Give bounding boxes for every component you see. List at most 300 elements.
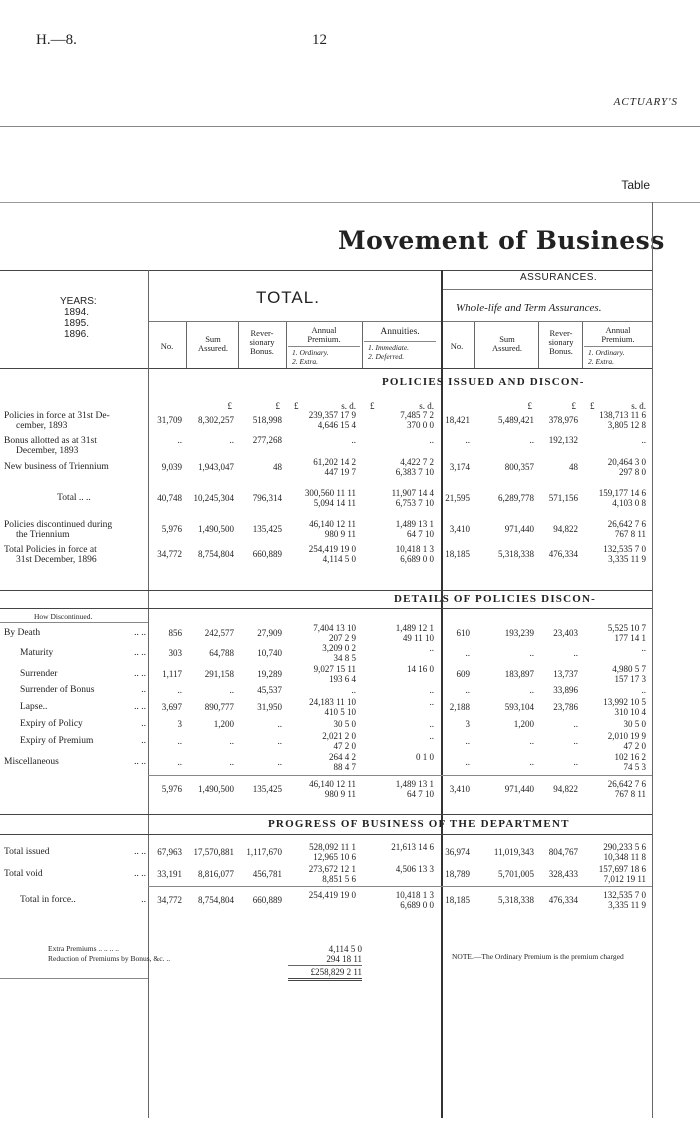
issued-row-1-ann-1: .. <box>429 435 434 445</box>
ann-sub-deferred: 2. Deferred. <box>368 352 405 361</box>
unit-pound-a-rev: £ <box>571 401 576 411</box>
page-title: Movement of Business <box>338 226 665 255</box>
details-row-3-a-no: .. <box>465 685 470 695</box>
vrule-label <box>148 270 149 1118</box>
issued-row-5-a-sum: 5,318,338 <box>498 549 534 559</box>
details-row-5-prem-1: 30 5 0 <box>333 719 356 729</box>
details-row-0-ann-2: 49 11 10 <box>402 633 434 643</box>
issued-row-3-a-sum: 6,289,778 <box>498 493 534 503</box>
progress-dots-0: .. .. <box>134 847 146 857</box>
progress-dots-1: .. .. <box>134 869 146 879</box>
details-row-2-rev: 19,289 <box>257 669 282 679</box>
details-row-2-prem-1: 9,027 15 11 <box>313 664 356 674</box>
unit-sd-prem: s. d. <box>341 401 356 411</box>
extra-premiums-label: Extra Premiums .. .. .. .. <box>48 944 120 953</box>
progress-row-2-prem-1: 254,419 19 0 <box>308 890 356 900</box>
vrule-a-rev <box>582 322 583 368</box>
section-details: DETAILS OF POLICIES DISCON- <box>394 593 597 605</box>
details-row-0-a-rev: 23,403 <box>553 628 578 638</box>
issued-row-4-a-sum: 971,440 <box>504 524 534 534</box>
details-row-2-a-prem-1: 4,980 5 7 <box>612 664 646 674</box>
details-row-0-ann-1: 1,489 12 1 <box>395 623 434 633</box>
issued-row-0-ann-2: 370 0 0 <box>407 420 434 430</box>
details-row-5-rev: .. <box>277 719 282 729</box>
issued-row-5-ann-2: 6,689 0 0 <box>400 554 434 564</box>
details-row-6-no: .. <box>177 736 182 746</box>
col-prem-line2: Premium. <box>307 334 341 344</box>
issued-row-5-a-prem-2: 3,335 11 9 <box>608 554 646 564</box>
year-1896: 1896. <box>64 329 90 340</box>
details-total-rev: 135,425 <box>252 784 282 794</box>
details-row-4-a-no: 2,188 <box>449 702 470 712</box>
details-label-6: Expiry of Premium <box>20 736 94 746</box>
progress-row-2-a-sum: 5,318,338 <box>498 895 534 905</box>
left-header: H.—8. <box>36 32 77 48</box>
issued-row-4-prem-2: 980 9 11 <box>324 529 356 539</box>
vrule-sum <box>238 322 239 368</box>
progress-top-rule <box>0 834 652 835</box>
progress-row-2-a-no: 18,185 <box>445 895 470 905</box>
details-row-6-rev: .. <box>277 736 282 746</box>
issued-row-2-a-no: 3,174 <box>449 462 470 472</box>
details-row-3-a-rev: 33,896 <box>553 685 578 695</box>
issued-row-5-a-no: 18,185 <box>445 549 470 559</box>
details-row-3-no: .. <box>177 685 182 695</box>
vrule-right <box>652 202 653 1118</box>
details-total-ann-2: 64 7 10 <box>407 789 434 799</box>
progress-row-2-sum: 8,754,804 <box>198 895 234 905</box>
details-total-a-no: 3,410 <box>449 784 470 794</box>
details-row-7-no: .. <box>177 757 182 767</box>
year-1895: 1895. <box>64 318 90 329</box>
details-row-4-rev: 31,950 <box>257 702 282 712</box>
unit-pound-ann: £ <box>370 401 375 411</box>
issued-row-5-prem-1: 254,419 19 0 <box>308 544 356 554</box>
col-rev-line3: Bonus. <box>250 346 274 356</box>
details-row-2-ann-1: 14 16 0 <box>407 664 434 674</box>
issued-row-4-no: 5,976 <box>161 524 182 534</box>
details-row-1-prem-1: 3,209 0 2 <box>322 643 356 653</box>
progress-row-0-a-no: 36,974 <box>445 847 470 857</box>
grand-total-double-rule <box>288 978 362 981</box>
col-ann-title: Annuities. <box>380 327 420 337</box>
col-rev-line1: Rever- <box>250 328 274 338</box>
details-total-prem-2: 980 9 11 <box>324 789 356 799</box>
issued-row-2-ann-2: 6,383 7 10 <box>395 467 434 477</box>
issued-row-4-a-no: 3,410 <box>449 524 470 534</box>
prem-sub-extra: 2. Extra. <box>292 357 319 366</box>
details-total-sum: 1,490,500 <box>198 784 234 794</box>
a-col-annual-premium <box>584 326 652 366</box>
issued-row-0-a-sum: 5,489,421 <box>498 415 534 425</box>
details-row-2-a-prem-2: 157 17 3 <box>614 674 646 684</box>
progress-row-0-sum: 17,570,881 <box>193 847 234 857</box>
details-row-6-prem-1: 2,021 2 0 <box>322 731 356 741</box>
issued-row-0-prem-2: 4,646 15 4 <box>317 420 356 430</box>
issued-label-1-line2: December, 1893 <box>16 446 79 456</box>
progress-row-2-a-prem-1: 132,535 7 0 <box>603 890 646 900</box>
details-row-6-a-sum: .. <box>529 736 534 746</box>
subhead-rule <box>148 321 652 322</box>
details-total-no: 5,976 <box>161 784 182 794</box>
col-sum-assured <box>188 335 238 353</box>
years-heading <box>60 296 97 340</box>
details-row-6-prem-2: 47 2 0 <box>333 741 356 751</box>
col-prem-line1: Annual <box>311 325 337 335</box>
details-row-0-no: 856 <box>168 628 182 638</box>
issued-row-2-a-prem-2: 297 8 0 <box>619 467 646 477</box>
details-row-2-a-sum: 183,897 <box>504 669 534 679</box>
details-row-4-a-prem-2: 310 10 4 <box>614 707 646 717</box>
issued-label-0-line2: cember, 1893 <box>16 421 68 431</box>
issued-row-3-no: 40,748 <box>157 493 182 503</box>
details-row-5-a-sum: 1,200 <box>513 719 534 729</box>
issued-row-5-ann-1: 10,418 1 3 <box>395 544 434 554</box>
assurances-rule <box>442 289 652 290</box>
progress-row-2-ann-1: 10,418 1 3 <box>395 890 434 900</box>
vrule-prem <box>362 322 363 368</box>
a-col-prem-line2: Premium. <box>601 334 635 344</box>
details-subhead: How Discontinued. <box>34 612 93 621</box>
details-row-1-no: 303 <box>168 648 182 658</box>
footer-rule-left <box>0 978 148 979</box>
a-col-reversionary <box>540 329 582 356</box>
col-ann-sub <box>364 341 436 361</box>
progress-row-2-no: 34,772 <box>157 895 182 905</box>
issued-row-3-a-prem-1: 159,177 14 6 <box>598 488 646 498</box>
issued-row-0-sum: 8,302,257 <box>198 415 234 425</box>
details-row-6-a-no: .. <box>465 736 470 746</box>
header-bottom-rule <box>0 368 652 369</box>
issued-row-5-a-prem-1: 132,535 7 0 <box>603 544 646 554</box>
details-total-a-rev: 94,822 <box>553 784 578 794</box>
issued-row-2-rev: 48 <box>273 462 282 472</box>
issued-row-5-prem-2: 4,114 5 0 <box>322 554 356 564</box>
details-label-2: Surrender <box>20 669 58 679</box>
issued-row-0-a-rev: 378,976 <box>548 415 578 425</box>
issued-label-2: New business of Triennium <box>4 462 109 472</box>
progress-row-1-sum: 8,816,077 <box>198 869 234 879</box>
vrule-a-no <box>474 322 475 368</box>
details-row-7-prem-2: 88 4 7 <box>333 762 356 772</box>
issued-row-2-prem-1: 61,202 14 2 <box>313 457 356 467</box>
details-row-4-prem-1: 24,183 11 10 <box>309 697 356 707</box>
issued-row-0-a-no: 18,421 <box>445 415 470 425</box>
details-dots-0: .. .. <box>134 628 146 638</box>
footnote: NOTE.—The Ordinary Premium is the premium charged <box>452 952 624 961</box>
issued-row-3-a-prem-2: 4,103 0 8 <box>612 498 646 508</box>
issued-row-5-no: 34,772 <box>157 549 182 559</box>
details-row-7-a-rev: .. <box>573 757 578 767</box>
section-issued: POLICIES ISSUED AND DISCON- <box>382 376 585 388</box>
details-total-prem-1: 46,140 12 11 <box>309 779 356 789</box>
issued-row-1-a-rev: 192,132 <box>548 435 578 445</box>
vrule-no <box>186 322 187 368</box>
details-row-7-rev: .. <box>277 757 282 767</box>
progress-dots-2: .. <box>141 895 146 905</box>
progress-row-0-a-prem-2: 10,348 11 8 <box>603 852 646 862</box>
details-row-4-a-prem-1: 13,992 10 5 <box>603 697 646 707</box>
details-row-7-sum: .. <box>229 757 234 767</box>
issued-row-3-a-no: 21,595 <box>445 493 470 503</box>
details-row-5-a-prem-1: 30 5 0 <box>623 719 646 729</box>
unit-pound-sum: £ <box>227 401 232 411</box>
a-col-sum-assured <box>476 335 538 353</box>
issued-row-4-a-prem-2: 767 8 11 <box>614 529 646 539</box>
progress-row-1-a-rev: 328,433 <box>548 869 578 879</box>
details-row-3-a-prem-1: .. <box>641 685 646 695</box>
details-row-0-prem-2: 207 2 9 <box>329 633 356 643</box>
progress-row-0-prem-2: 12,965 10 6 <box>313 852 356 862</box>
details-bottom-rule <box>0 814 652 815</box>
a-col-rev-line3: Bonus. <box>549 346 573 356</box>
details-row-6-sum: .. <box>229 736 234 746</box>
issued-row-1-sum: .. <box>229 435 234 445</box>
a-col-prem-line1: Annual <box>605 325 631 335</box>
col-sum-line2: Assured. <box>198 343 228 353</box>
a-col-rev-line2: sionary <box>548 337 574 347</box>
details-row-4-prem-2: 410 5 10 <box>324 707 356 717</box>
unit-pound-a-sum: £ <box>527 401 532 411</box>
details-row-5-a-rev: .. <box>573 719 578 729</box>
details-row-5-no: 3 <box>177 719 182 729</box>
a-col-no: No. <box>450 341 464 351</box>
issued-label-5: Total Policies in force at <box>4 545 97 555</box>
details-row-3-sum: .. <box>229 685 234 695</box>
issued-row-2-ann-1: 4,422 7 2 <box>400 457 434 467</box>
extra-premiums-value: 4,114 5 0 <box>328 944 362 954</box>
a-col-sum-line2: Assured. <box>492 343 522 353</box>
year-1894: 1894. <box>64 307 90 318</box>
details-row-1-ann-1: .. <box>429 643 434 653</box>
details-row-7-prem-1: 264 4 2 <box>329 752 356 762</box>
col-prem-sub <box>288 346 360 366</box>
progress-row-2-rev: 660,889 <box>252 895 282 905</box>
details-label-0: By Death <box>4 628 41 638</box>
issued-row-3-sum: 10,245,304 <box>193 493 234 503</box>
issued-row-0-a-prem-1: 138,713 11 6 <box>599 410 646 420</box>
assurances-heading: ASSURANCES. <box>520 272 598 283</box>
details-dots-4: .. .. <box>134 702 146 712</box>
issued-row-4-sum: 1,490,500 <box>198 524 234 534</box>
issued-row-4-ann-1: 1,489 13 1 <box>395 519 434 529</box>
issued-row-3-ann-1: 11,907 14 4 <box>391 488 434 498</box>
unit-sd-a-prem: s. d. <box>631 401 646 411</box>
details-total-a-prem-2: 767 8 11 <box>614 789 646 799</box>
details-row-1-a-no: .. <box>465 648 470 658</box>
reduction-label: Reduction of Premiums by Bonus, &c. .. <box>48 954 171 963</box>
issued-row-2-a-prem-1: 20,464 3 0 <box>607 457 646 467</box>
details-row-7-a-prem-2: 74 5 3 <box>623 762 646 772</box>
grand-total-rule <box>288 965 362 966</box>
unit-pound-rev: £ <box>275 401 280 411</box>
issued-row-4-rev: 135,425 <box>252 524 282 534</box>
details-row-2-prem-2: 193 6 4 <box>329 674 356 684</box>
details-row-4-a-rev: 23,786 <box>553 702 578 712</box>
details-row-0-a-prem-1: 5,525 10 7 <box>607 623 646 633</box>
details-row-6-a-rev: .. <box>573 736 578 746</box>
progress-row-0-ann-1: 21,613 14 6 <box>391 842 434 852</box>
issued-label-3: Total .. .. <box>57 493 91 503</box>
details-row-7-a-prem-1: 102 16 2 <box>614 752 646 762</box>
details-label-3: Surrender of Bonus <box>20 685 95 695</box>
col-no: No. <box>160 341 174 351</box>
ann-sub-immediate: 1. Immediate. <box>368 343 410 352</box>
col-rev-line2: sionary <box>249 337 275 347</box>
reduction-value: 294 18 11 <box>326 954 362 964</box>
details-dots-5: .. <box>141 719 146 729</box>
col-sum-line1: Sum <box>205 334 221 344</box>
details-dots-1: .. .. <box>134 648 146 658</box>
progress-label-0: Total issued <box>4 847 50 857</box>
issued-row-3-rev: 796,314 <box>252 493 282 503</box>
issued-bottom-rule <box>0 590 652 591</box>
grand-total: £258,829 2 11 <box>310 967 362 977</box>
progress-total-rule <box>148 886 652 887</box>
issued-row-1-a-sum: .. <box>529 435 534 445</box>
details-total-a-prem-1: 26,642 7 6 <box>607 779 646 789</box>
issued-row-2-a-rev: 48 <box>569 462 578 472</box>
issued-label-5-line2: 31st December, 1896 <box>16 555 97 565</box>
details-dots-3: .. <box>141 685 146 695</box>
issued-row-3-prem-1: 300,560 11 11 <box>304 488 356 498</box>
details-total-ann-1: 1,489 13 1 <box>395 779 434 789</box>
top-rule <box>0 202 700 203</box>
details-row-2-sum: 291,158 <box>204 669 234 679</box>
details-row-6-ann-1: .. <box>429 731 434 741</box>
progress-label-1: Total void <box>4 869 43 879</box>
issued-row-2-sum: 1,943,047 <box>198 462 234 472</box>
issued-row-1-a-prem-1: .. <box>641 435 646 445</box>
issued-label-4: Policies discontinued during <box>4 520 113 530</box>
details-row-0-a-no: 610 <box>456 628 470 638</box>
issued-row-0-ann-1: 7,485 7 2 <box>400 410 434 420</box>
issued-row-1-a-no: .. <box>465 435 470 445</box>
a-col-rev-line1: Rever- <box>549 328 573 338</box>
details-total-a-sum: 971,440 <box>504 784 534 794</box>
details-row-3-prem-1: .. <box>351 685 356 695</box>
details-row-4-a-sum: 593,104 <box>504 702 534 712</box>
details-row-0-prem-1: 7,404 13 10 <box>313 623 356 633</box>
details-label-1: Maturity <box>20 648 54 658</box>
details-row-7-a-no: .. <box>465 757 470 767</box>
progress-row-1-prem-2: 8,851 5 6 <box>322 874 356 884</box>
progress-row-0-no: 67,963 <box>157 847 182 857</box>
details-row-0-a-prem-2: 177 14 1 <box>614 633 646 643</box>
details-label-7: Miscellaneous <box>4 757 59 767</box>
unit-pound-a-prem: £ <box>590 401 595 411</box>
details-row-6-a-prem-1: 2,010 19 9 <box>607 731 646 741</box>
details-row-0-a-sum: 193,239 <box>504 628 534 638</box>
a-col-sum-line1: Sum <box>499 334 515 344</box>
issued-row-4-prem-1: 46,140 12 11 <box>309 519 356 529</box>
details-row-7-ann-1: 0 1 0 <box>416 752 434 762</box>
issued-label-0: Policies in force at 31st De- <box>4 411 110 421</box>
issued-row-2-a-sum: 800,357 <box>504 462 534 472</box>
details-top-rule <box>0 608 652 609</box>
issued-row-0-no: 31,709 <box>157 415 182 425</box>
a-prem-sub-ordinary: 1. Ordinary. <box>588 348 625 357</box>
issued-row-2-no: 9,039 <box>161 462 182 472</box>
details-row-4-ann-1: .. <box>429 697 434 707</box>
progress-row-1-a-prem-2: 7,012 19 11 <box>603 874 646 884</box>
details-row-2-a-rev: 13,737 <box>553 669 578 679</box>
details-row-4-no: 3,697 <box>161 702 182 712</box>
details-row-0-rev: 27,909 <box>257 628 282 638</box>
details-row-2-no: 1,117 <box>162 669 182 679</box>
issued-row-1-prem-1: .. <box>351 435 356 445</box>
details-row-4-sum: 890,777 <box>204 702 234 712</box>
issued-label-4-line2: the Triennium <box>16 530 70 540</box>
progress-row-1-no: 33,191 <box>157 869 182 879</box>
issued-row-4-a-prem-1: 26,642 7 6 <box>607 519 646 529</box>
issued-row-1-rev: 277,268 <box>252 435 282 445</box>
progress-row-1-ann-1: 4,506 13 3 <box>395 864 434 874</box>
details-row-0-sum: 242,577 <box>204 628 234 638</box>
details-row-1-rev: 10,740 <box>257 648 282 658</box>
progress-row-1-a-no: 18,789 <box>445 869 470 879</box>
progress-row-1-a-prem-1: 157,697 18 6 <box>598 864 646 874</box>
unit-sd-ann: s. d. <box>419 401 434 411</box>
table-word: Table <box>621 178 650 192</box>
progress-row-1-a-sum: 5,701,005 <box>498 869 534 879</box>
col-annuities <box>364 328 436 361</box>
details-row-6-a-prem-2: 47 2 0 <box>623 741 646 751</box>
details-dots-6: .. <box>141 736 146 746</box>
prem-sub-ordinary: 1. Ordinary. <box>292 348 329 357</box>
a-prem-sub-extra: 2. Extra. <box>588 357 615 366</box>
progress-row-1-prem-1: 273,672 12 1 <box>308 864 356 874</box>
vrule-rev <box>286 322 287 368</box>
running-header: ACTUARY'S <box>613 96 678 108</box>
col-reversionary <box>240 329 284 356</box>
issued-row-3-a-rev: 571,156 <box>548 493 578 503</box>
details-row-1-prem-2: 34 8 5 <box>333 653 356 663</box>
section-progress: PROGRESS OF BUSINESS OF THE DEPARTMENT <box>268 818 570 830</box>
issued-label-1: Bonus allotted as at 31st <box>4 436 97 446</box>
details-dots-7: .. .. <box>134 757 146 767</box>
issued-row-5-sum: 8,754,804 <box>198 549 234 559</box>
issued-row-5-rev: 660,889 <box>252 549 282 559</box>
issued-row-3-ann-2: 6,753 7 10 <box>395 498 434 508</box>
whole-life-heading: Whole-life and Term Assurances. <box>456 302 602 314</box>
issued-row-0-prem-1: 239,357 17 9 <box>308 410 356 420</box>
issued-row-2-prem-2: 447 19 7 <box>324 467 356 477</box>
issued-row-1-no: .. <box>177 435 182 445</box>
header-rule <box>0 126 700 127</box>
progress-row-0-a-rev: 804,767 <box>548 847 578 857</box>
total-heading: TOTAL. <box>256 288 320 307</box>
issued-row-5-a-rev: 476,334 <box>548 549 578 559</box>
title-rule <box>0 270 652 271</box>
details-label-5: Expiry of Policy <box>20 719 83 729</box>
progress-row-2-a-rev: 476,334 <box>548 895 578 905</box>
issued-row-0-rev: 518,998 <box>252 415 282 425</box>
details-row-2-a-no: 609 <box>456 669 470 679</box>
details-row-3-rev: 45,537 <box>257 685 282 695</box>
details-row-7-a-sum: .. <box>529 757 534 767</box>
details-row-5-ann-1: .. <box>429 719 434 729</box>
details-row-1-sum: 64,788 <box>209 648 234 658</box>
progress-row-0-a-prem-1: 290,233 5 6 <box>603 842 646 852</box>
details-subhead-rule <box>0 622 148 623</box>
details-row-1-a-sum: .. <box>529 648 534 658</box>
col-annual-premium <box>288 326 360 366</box>
issued-row-4-ann-2: 64 7 10 <box>407 529 434 539</box>
details-row-1-a-rev: .. <box>573 648 578 658</box>
details-row-1-a-prem-1: .. <box>641 643 646 653</box>
a-col-prem-sub <box>584 346 652 366</box>
